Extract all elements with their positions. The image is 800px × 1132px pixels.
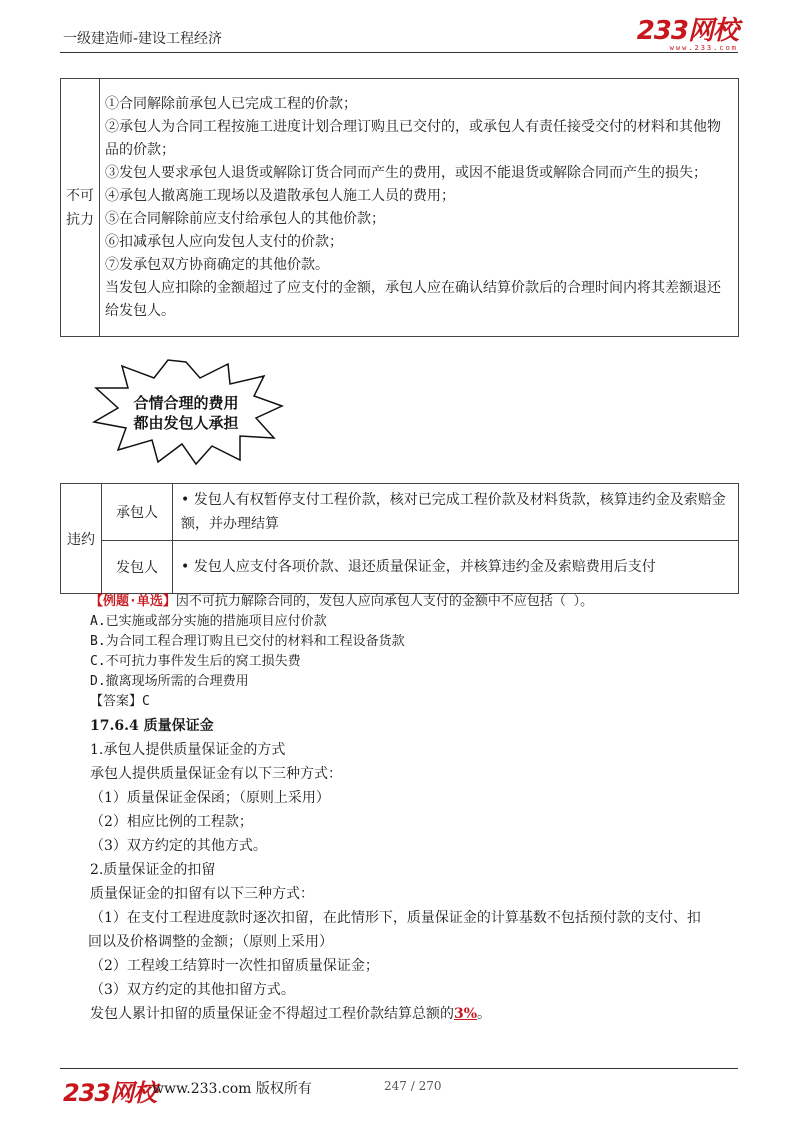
list-item: ③发包人要求承包人退货或解除订货合同而产生的费用，或因不能退货或解除合同而产生的损失； bbox=[105, 164, 707, 181]
starburst-callout bbox=[88, 358, 284, 466]
last-line-suffix: 。 bbox=[477, 1006, 492, 1022]
section-line: （2）工程竣工结算时一次性扣留质量保证金； bbox=[90, 958, 379, 974]
section-line: 1.承包人提供质量保证金的方式 bbox=[90, 742, 286, 758]
question-text: 因不可抗力解除合同的，发包人应向承包人支付的金额中不应包括（ ）。 bbox=[175, 594, 594, 609]
section-line: （3）双方约定的其他方式。 bbox=[90, 838, 267, 854]
starburst-line-1: 合情合理的费用 bbox=[133, 394, 239, 412]
section-line: 质量保证金的扣留有以下三种方式： bbox=[90, 886, 314, 902]
logo-url: www.233.com bbox=[669, 44, 738, 52]
document-title: 一级建造师-建设工程经济 bbox=[63, 31, 223, 47]
breach-text: • 发包人应支付各项价款、退还质量保证金，并核算违约金及索赔费用后支付 bbox=[173, 541, 739, 594]
starburst-line-2: 都由发包人承担 bbox=[133, 414, 239, 432]
breach-label: 违约 bbox=[61, 484, 102, 594]
section-line: 回以及价格调整的金额；（原则上采用） bbox=[88, 934, 333, 950]
answer: 【答案】C bbox=[90, 694, 150, 709]
example-question bbox=[90, 592, 740, 712]
option-c: C.不可抗力事件发生后的窝工损失费 bbox=[90, 654, 301, 669]
list-item: 当发包人应扣除的金额超过了应支付的金额，承包人应在确认结算价款后的合理时间内将其差额退还给发包人。 bbox=[105, 279, 721, 319]
section-line: （1）质量保证金保函；（原则上采用） bbox=[90, 790, 330, 806]
section-line: 承包人提供质量保证金有以下三种方式： bbox=[90, 766, 342, 782]
option-d: D.撤离现场所需的合理费用 bbox=[90, 674, 249, 689]
list-item: ①合同解除前承包人已完成工程的价款； bbox=[105, 95, 357, 112]
breach-party: 承包人 bbox=[102, 484, 173, 541]
force-majeure-label bbox=[61, 79, 100, 337]
force-majeure-content bbox=[100, 79, 739, 337]
starburst-shape bbox=[94, 360, 282, 464]
section-line: 2.质量保证金的扣留 bbox=[90, 862, 216, 878]
breach-table bbox=[60, 483, 739, 594]
section-line: （2）相应比例的工程款； bbox=[90, 814, 253, 830]
footer-copyright: www.233.com 版权所有 bbox=[152, 1081, 312, 1097]
list-item: ⑥扣减承包人应向发包人支付的价款； bbox=[105, 233, 343, 250]
question-line bbox=[90, 592, 740, 612]
option-b: B.为合同工程合理订购且已交付的材料和工程设备货款 bbox=[90, 634, 405, 649]
breach-text: • 发包人有权暂停支付工程价款，核对已完成工程价款及材料货款，核算违约金及索赔金额，并办理结算 bbox=[173, 484, 739, 541]
example-tag: 【例题·单选】 bbox=[90, 594, 176, 609]
section-heading: 17.6.4 质量保证金 bbox=[90, 718, 214, 734]
list-item: ④承包人撤离施工现场以及遣散承包人施工人员的费用； bbox=[105, 187, 455, 204]
section-line: （1）在支付工程进度款时逐次扣留，在此情形下，质量保证金的计算基数不包括预付款的支付、扣 bbox=[90, 910, 701, 926]
option-a: A.已实施或部分实施的措施项目应付价款 bbox=[90, 614, 327, 629]
limit-percent: 3% bbox=[454, 1006, 478, 1022]
list-item: ②承包人为合同工程按施工进度计划合理订购且已交付的，或承包人有责任接受交付的材料和其他物品的价款； bbox=[105, 118, 721, 158]
label-line: 抗力 bbox=[66, 211, 94, 228]
breach-party: 发包人 bbox=[102, 541, 173, 594]
header-logo bbox=[637, 18, 738, 52]
section-line: （3）双方约定的其他扣留方式。 bbox=[90, 982, 295, 998]
footer-rule bbox=[60, 1068, 738, 1069]
section-line bbox=[90, 1002, 750, 1026]
force-majeure-table bbox=[60, 78, 739, 337]
logo-text: 233网校 bbox=[636, 16, 738, 46]
last-line-prefix: 发包人累计扣留的质量保证金不得超过工程价款结算总额的 bbox=[90, 1006, 454, 1022]
list-item: ⑦发承包双方协商确定的其他价款。 bbox=[105, 256, 329, 273]
footer-logo: 233网校 bbox=[63, 1079, 157, 1107]
page-number: 247 / 270 bbox=[384, 1079, 442, 1093]
quality-deposit-section bbox=[90, 714, 750, 1026]
label-line: 不可 bbox=[66, 187, 94, 204]
list-item: ⑤在合同解除前应支付给承包人的其他价款； bbox=[105, 210, 385, 227]
header-rule bbox=[60, 52, 738, 53]
